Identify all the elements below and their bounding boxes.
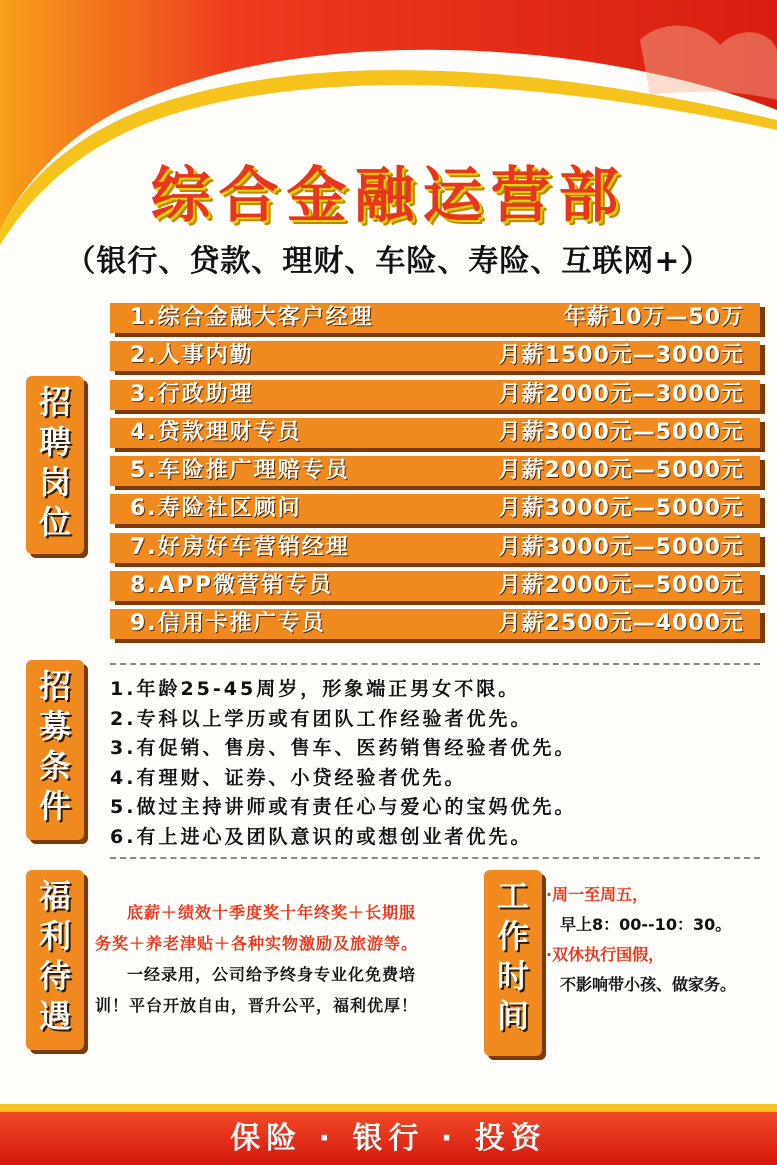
list-item: 5.做过主持讲师或有责任心与爱心的宝妈优先。 xyxy=(110,796,577,818)
divider xyxy=(110,857,760,859)
footer-banner: 保险 · 银行 · 投资 xyxy=(0,1112,777,1165)
list-item: 1.年龄25-45周岁，形象端正男女不限。 xyxy=(110,678,521,700)
benefits-text: 底薪＋绩效十季度奖十年终奖＋长期服 务奖＋养老津贴＋各种实物激励及旅游等。 一经录用，公司给予终身专业化免费培 训！平台开放自由，晋升公平，福利优厚！ xyxy=(95,903,419,1015)
hours-text: ·周一至周五， 早上8：00--10：30。 ·双休执行国假， 不影响带小孩、做家务。 xyxy=(546,885,737,994)
job-row: 7.好房好车营销经理 月薪3000元—5000元 xyxy=(110,533,760,563)
benefits-label: 福 利 待 遇 xyxy=(26,870,84,1050)
requirements-label: 招 募 条 件 xyxy=(26,660,84,840)
divider xyxy=(110,663,760,665)
list-item: 6.有上进心及团队意识的或想创业者优先。 xyxy=(110,825,533,848)
job-row: 4.贷款理财专员 月薪3000元—5000元 xyxy=(110,418,760,448)
positions-label: 招 聘 岗 位 xyxy=(26,376,84,554)
job-row: 6.寿险社区顾问 月薪3000元—5000元 xyxy=(110,494,760,524)
job-row: 8.APP微营销专员 月薪2000元—5000元 xyxy=(110,571,760,601)
page-title: 综合金融运营部 xyxy=(150,161,627,231)
requirements-list xyxy=(110,675,770,852)
list-item: 2.专科以上学历或有团队工作经验者优先。 xyxy=(110,707,533,730)
job-row: 1.综合金融大客户经理 年薪10万—50万 xyxy=(110,303,760,333)
job-list xyxy=(110,303,760,648)
list-item: 4.有理财、证券、小贷经验者优先。 xyxy=(110,766,467,789)
hours-label: 工 作 时 间 xyxy=(484,870,542,1056)
job-row: 9.信用卡推广专员 月薪2500元—4000元 xyxy=(110,609,760,639)
job-row: 3.行政助理 月薪2000元—3000元 xyxy=(110,380,760,410)
page-subtitle: （银行、贷款、理财、车险、寿险、互联网+） xyxy=(65,244,712,279)
list-item: 3.有促销、售房、售车、医药销售经验者优先。 xyxy=(110,737,577,759)
footer-stripe xyxy=(0,1104,777,1112)
job-row: 2.人事内勤 月薪1500元—3000元 xyxy=(110,341,760,371)
job-row: 5.车险推广理赔专员 月薪2000元—5000元 xyxy=(110,456,760,486)
